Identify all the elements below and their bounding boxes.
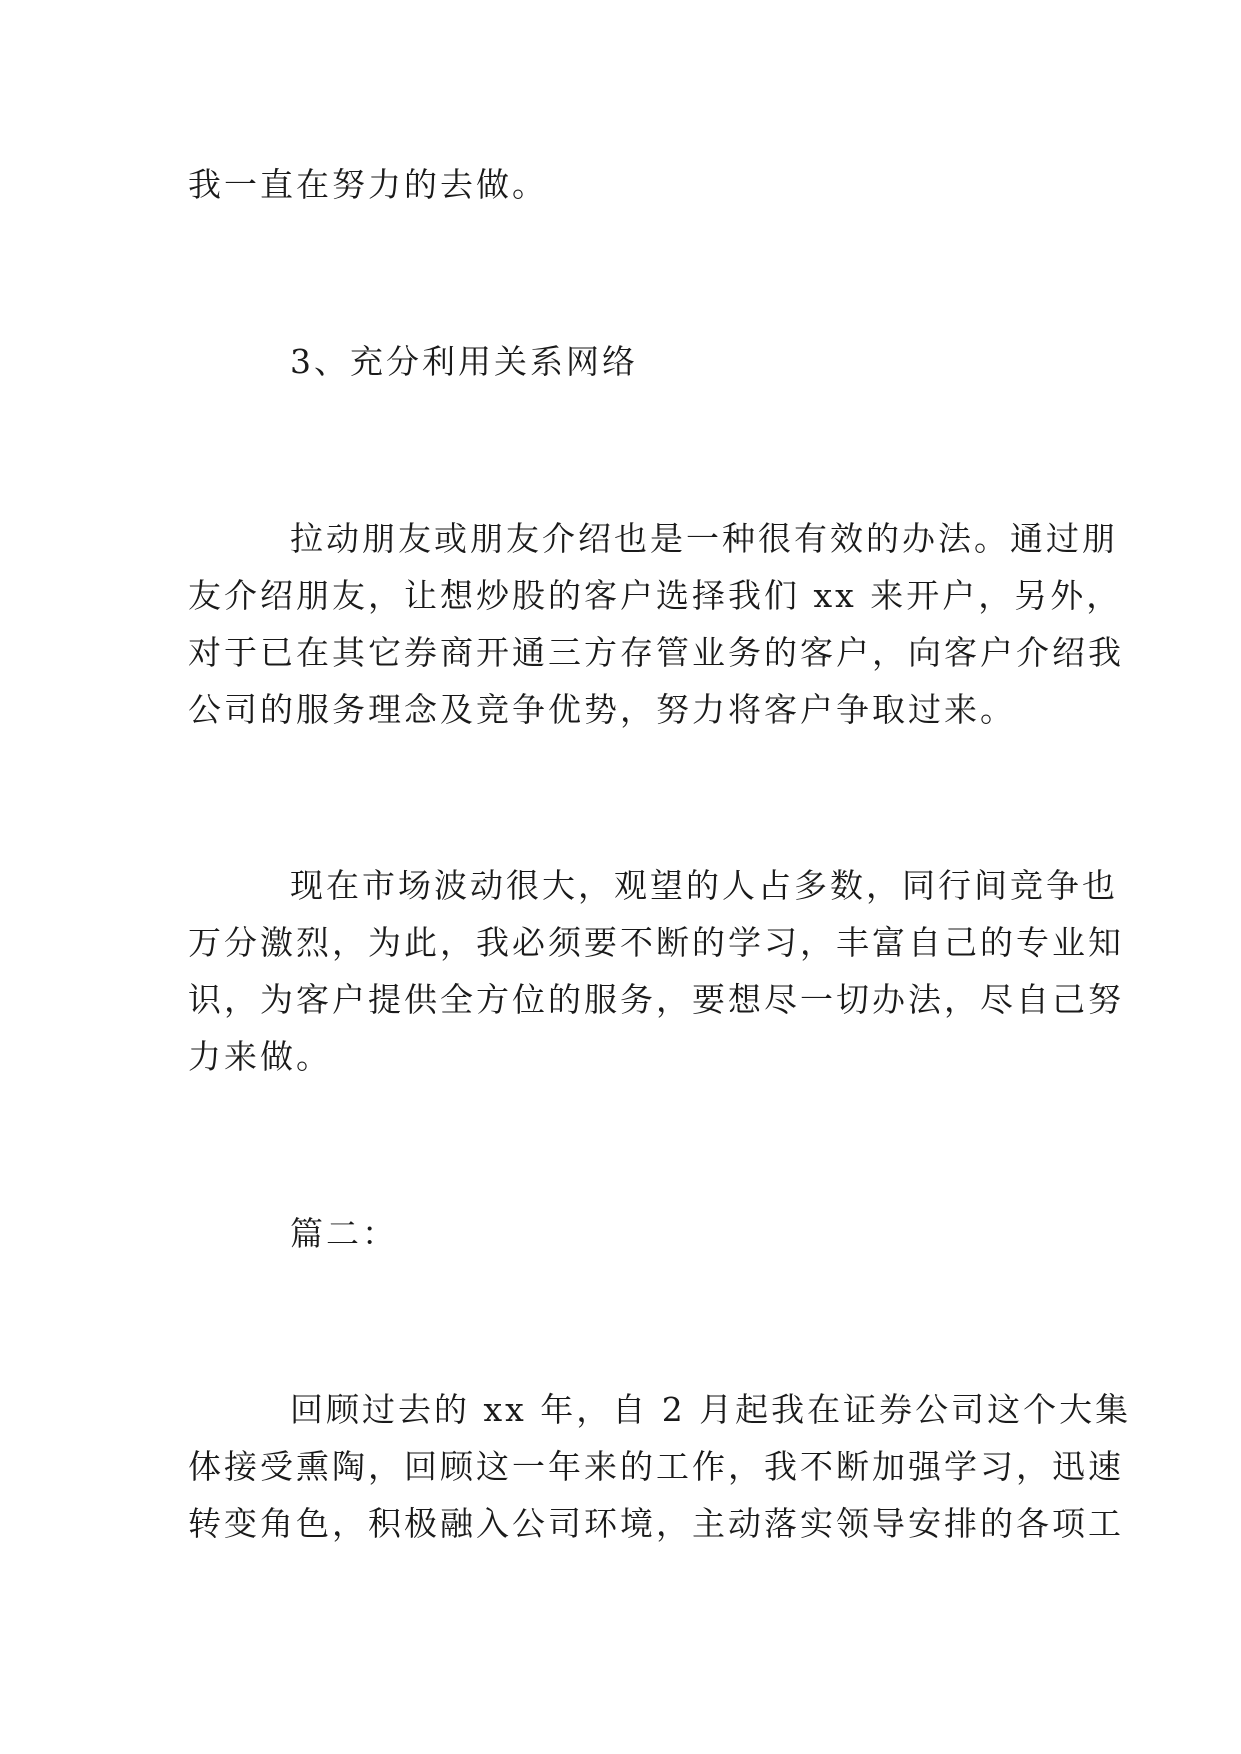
paragraph-line: 我一直在努力的去做。 <box>188 165 548 204</box>
paragraph-line: 识，为客户提供全方位的服务，要想尽一切办法，尽自己努 <box>188 980 1124 1019</box>
paragraph-line: 体接受熏陶，回顾这一年来的工作，我不断加强学习，迅速 <box>188 1447 1124 1486</box>
paragraph-line: 对于已在其它券商开通三方存管业务的客户，向客户介绍我 <box>188 633 1124 672</box>
paragraph-line: 转变角色，积极融入公司环境，主动落实领导安排的各项工 <box>188 1504 1124 1543</box>
paragraph-line: 拉动朋友或朋友介绍也是一种很有效的办法。通过朋 <box>290 519 1118 558</box>
paragraph-line: 友介绍朋友，让想炒股的客户选择我们 xx 来开户，另外， <box>188 576 1123 615</box>
paragraph-line: 公司的服务理念及竞争优势，努力将客户争取过来。 <box>188 690 1016 729</box>
paragraph-line: 力来做。 <box>188 1037 332 1076</box>
paragraph-line: 万分激烈，为此，我必须要不断的学习，丰富自己的专业知 <box>188 923 1124 962</box>
paragraph-line: 现在市场波动很大，观望的人占多数，同行间竞争也 <box>290 866 1118 905</box>
section-heading: 篇二： <box>290 1214 398 1253</box>
section-heading: 3、充分利用关系网络 <box>290 342 638 381</box>
paragraph-line: 回顾过去的 xx 年，自 2 月起我在证券公司这个大集 <box>290 1390 1132 1429</box>
